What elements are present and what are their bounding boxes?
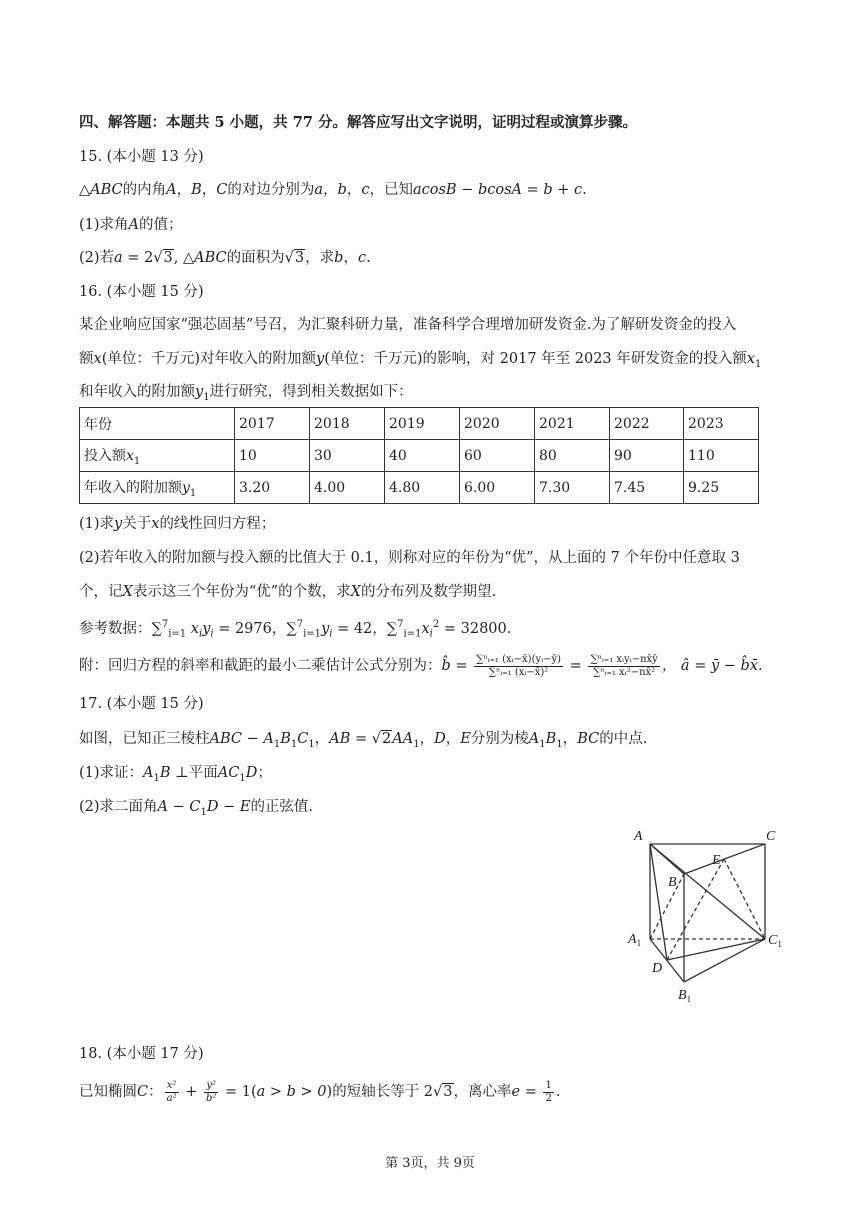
q16-part1: (1)求y关于x的线性回归方程；	[79, 516, 276, 532]
table-cell: 110	[684, 440, 759, 472]
q17-header: 17. (本小题 15 分)	[79, 696, 204, 712]
label-D: D	[652, 961, 663, 976]
table-cell: 2020	[460, 408, 535, 440]
edge-b1c1	[684, 939, 765, 982]
table-cell: 2018	[310, 408, 385, 440]
table-cell: 6.00	[460, 472, 535, 504]
fraction: $\frac{\text{x²}}{\text{a²}}$	[166, 1079, 177, 1104]
q18-line1: 已知椭圆C： $\frac{\text{x²}}{\text{a²}}$ + $\frac{\text{y²}}{\text{b²}}$ = 1(a > b > 0)的短轴长等于 2√3，离心率e = $\frac{1}{2}$ .	[79, 1079, 561, 1104]
table-cell: 2021	[535, 408, 610, 440]
table-cell: 2019	[385, 408, 460, 440]
label-C: C	[766, 829, 776, 844]
segment-ac1	[650, 844, 765, 939]
table-cell: 4.80	[385, 472, 460, 504]
prism-figure	[620, 822, 790, 1004]
fraction: $\frac{\text{∑ⁿᵢ₌₁ xᵢyᵢ−nx̄ȳ}}{\text{∑ⁿᵢ₌₁ xᵢ²−nx̄²}}$	[590, 653, 658, 678]
segment-a1b-hidden	[650, 874, 684, 939]
label-E: E	[712, 853, 721, 868]
section-header: 四、解答题：本题共 5 小题，共 77 分。解答应写出文字说明，证明过程或演算步骤。	[79, 114, 637, 131]
table-cell: 3.20	[235, 472, 310, 504]
segment-ec1-hidden	[724, 859, 765, 939]
table-row	[80, 440, 759, 472]
label-A1: $A_1$	[628, 932, 642, 948]
table-cell: 9.25	[684, 472, 759, 504]
label-C1: $C_1$	[768, 933, 782, 949]
table-row	[80, 408, 759, 440]
fraction: $\frac{1}{2}$	[545, 1079, 552, 1104]
q18-header: 18. (本小题 17 分)	[79, 1046, 204, 1062]
label-B: B	[668, 875, 677, 890]
label-A: A	[634, 829, 643, 844]
table-cell: 80	[535, 440, 610, 472]
table-cell: 年份	[80, 408, 235, 440]
table-cell: 2017	[235, 408, 310, 440]
fraction: $\frac{\text{y²}}{\text{b²}}$	[205, 1079, 217, 1104]
q17-part2: (2)求二面角$A - C_1D - E$的正弦值.	[79, 799, 314, 818]
data-table	[79, 407, 759, 504]
table-cell: 2022	[610, 408, 684, 440]
table-cell: 7.30	[535, 472, 610, 504]
q16-header: 16. (本小题 15 分)	[79, 284, 204, 300]
table-cell: 60	[460, 440, 535, 472]
q16-line1: 某企业响应国家“强芯固基”号召，为汇聚科研力量，准备科学合理增加研发资金.为了解研发资金的投入	[79, 317, 737, 333]
table-cell: 年收入的附加额$y_1$	[80, 472, 235, 504]
q16-formula: 附：回归方程的斜率和截距的最小二乘估计公式分别为：b̂ = $\frac{\text{∑ⁿᵢ₌₁ (xᵢ−x̄)(yᵢ−ȳ)}}{\text{∑ⁿᵢ₌₁ (xᵢ−x̄)²}}$ = $\frac{\text{∑ⁿᵢ₌₁ xᵢyᵢ−nx̄ȳ}}{\text{∑ⁿᵢ₌₁ xᵢ²−nx̄²}}$ ， â = ȳ − b̂x̄.	[79, 653, 763, 678]
q15-stem: △ABC的内角A，B，C的对边分别为a，b，c，已知acosB − bcosA = b + c.	[79, 182, 587, 198]
q16-part2-line2: 个，记X表示这三个年份为“优”的个数，求X的分布列及数学期望.	[79, 584, 497, 600]
q16-reference-data: 参考数据：∑$^7_{i=1}$ $x_iy_i = 2976$，$\sum^7_{i=1}y_i = 42$，$\sum^7_{i=1}x_i^2 = 32800$.	[79, 619, 512, 640]
table-row	[80, 472, 759, 504]
table-cell: 30	[310, 440, 385, 472]
segment-dc1	[667, 939, 765, 960]
page-footer: 第 3页，共 9页	[385, 1156, 475, 1171]
label-B1: $B_1$	[678, 988, 692, 1004]
q15-header: 15. (本小题 13 分)	[79, 149, 204, 165]
q15-part1: (1)求角A的值；	[79, 217, 183, 233]
table-cell: 90	[610, 440, 684, 472]
q16-line2: 额x(单位：千万元)对年收入的附加额y(单位：千万元)的影响，对 2017 年至 2023 年研发资金的投入额$x_1$	[79, 351, 762, 370]
table-cell: 40	[385, 440, 460, 472]
q16-part2-line1: (2)若年收入的附加额与投入额的比值大于 0.1，则称对应的年份为“优”，从上面的 7 个年份中任意取 3	[79, 550, 740, 566]
fraction: $\frac{\text{∑ⁿᵢ₌₁ (xᵢ−x̄)(yᵢ−ȳ)}}{\text{∑ⁿᵢ₌₁ (xᵢ−x̄)²}}$	[476, 653, 562, 678]
table-cell: 4.00	[310, 472, 385, 504]
table-cell: 投入额$x_1$	[80, 440, 235, 472]
q17-part1: (1)求证：$A_1B$ ⊥平面$AC_1D$；	[79, 765, 272, 784]
table-cell: 2023	[684, 408, 759, 440]
table-cell: 10	[235, 440, 310, 472]
table-cell: 7.45	[610, 472, 684, 504]
q15-part2: (2)若a = 2√3, △ABC的面积为√3，求b，c.	[79, 250, 371, 266]
q16-line3: 和年收入的附加额$y_1$进行研究，得到相关数据如下：	[79, 384, 413, 403]
q17-line1: 如图，已知正三棱柱ABC − $A_1B_1C_1$，AB = $√2AA_1$，D，E分别为棱$A_1B_1$，BC的中点.	[79, 731, 648, 750]
